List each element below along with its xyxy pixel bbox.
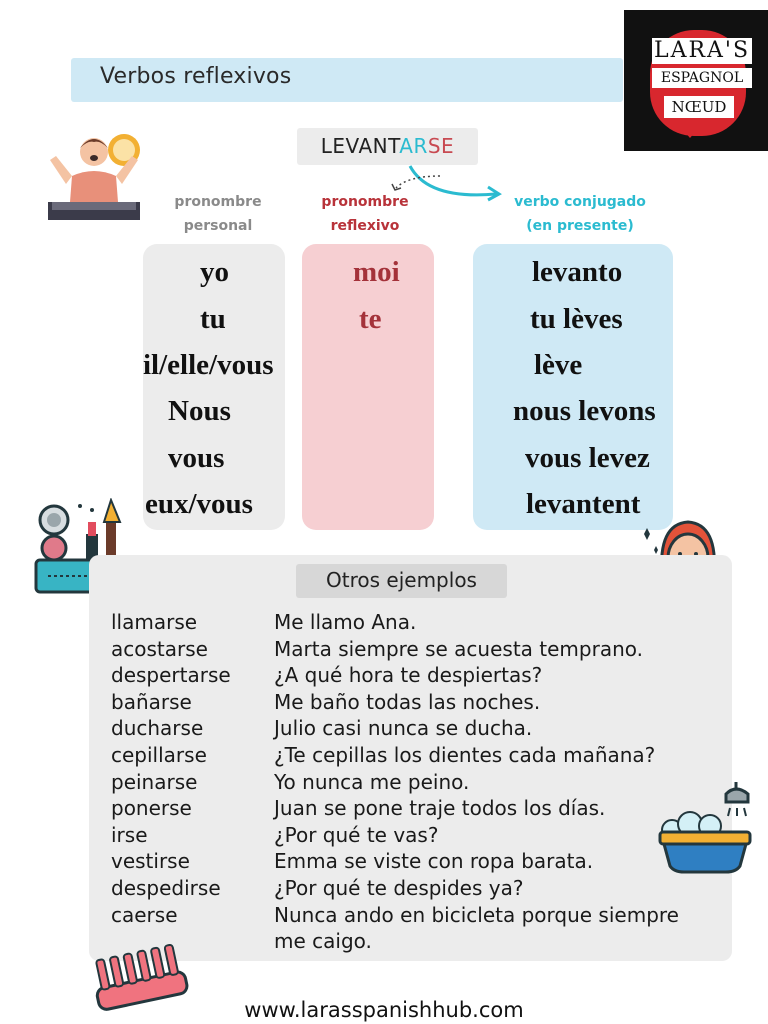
conjugated-cell: nous levons xyxy=(513,395,656,427)
example-verb: acostarse xyxy=(111,637,208,661)
example-sentence: Julio casi nunca se ducha. xyxy=(274,716,533,740)
pronoun-cell: eux/vous xyxy=(145,488,253,520)
verb-stem: LEVANT xyxy=(320,134,400,158)
logo-text-line2: ESPAGNOL xyxy=(652,68,752,88)
conjugated-cell: tu lèves xyxy=(530,303,623,335)
example-verb: vestirse xyxy=(111,849,190,873)
pronoun-cell: vous xyxy=(168,442,225,474)
example-verb: irse xyxy=(111,823,148,847)
conjugated-cell: levanto xyxy=(532,256,623,288)
example-sentence: Me llamo Ana. xyxy=(274,610,417,634)
pronoun-cell: il/elle/vous xyxy=(143,349,274,381)
verb-ending-se: SE xyxy=(427,134,455,158)
conjugated-cell: lève xyxy=(534,349,583,381)
example-verb: despertarse xyxy=(111,663,231,687)
waking-person-icon xyxy=(44,128,144,224)
conjugated-cell: levantent xyxy=(526,488,641,520)
logo-text-line3: NŒUD xyxy=(664,96,734,118)
example-sentence: Me baño todas las noches. xyxy=(274,690,541,714)
header-reflexive-pronoun xyxy=(305,190,425,238)
example-sentence: Nunca ando en bicicleta porque siempre xyxy=(274,903,679,927)
conjugated-cell: vous levez xyxy=(525,442,650,474)
example-verb: peinarse xyxy=(111,770,198,794)
page-title: Verbos reflexivos xyxy=(100,64,292,89)
header-personal-pronoun xyxy=(158,190,278,238)
example-sentence: ¿A qué hora te despiertas? xyxy=(274,663,543,687)
example-sentence: ¿Por qué te despides ya? xyxy=(274,876,524,900)
header-personal-line2: personal xyxy=(183,218,253,234)
logo-bubble-tail xyxy=(678,124,702,138)
example-sentence-continuation: me caigo. xyxy=(274,929,372,953)
verb-infinitive xyxy=(297,134,478,158)
header-reflexive-line2: reflexivo xyxy=(330,218,400,234)
example-sentence: Marta siempre se acuesta temprano. xyxy=(274,637,644,661)
header-conjugated-line1: verbo conjugado xyxy=(514,194,646,210)
example-sentence: ¿Te cepillas los dientes cada mañana? xyxy=(274,743,656,767)
example-sentence: ¿Por qué te vas? xyxy=(274,823,439,847)
example-verb: caerse xyxy=(111,903,178,927)
pronoun-cell: Nous xyxy=(168,395,231,427)
footer-website[interactable]: www.larasspanishhub.com xyxy=(244,998,524,1022)
verb-ending-ar: AR xyxy=(399,134,428,158)
reflexive-cell: moi xyxy=(353,256,400,288)
example-verb: ponerse xyxy=(111,796,192,820)
pronoun-cell: tu xyxy=(200,303,226,335)
example-verb: ducharse xyxy=(111,716,204,740)
example-verb: bañarse xyxy=(111,690,192,714)
header-personal-line1: pronombre xyxy=(174,194,262,210)
header-reflexive-line1: pronombre xyxy=(321,194,409,210)
examples-title: Otros ejemplos xyxy=(326,568,477,592)
reflexive-cell: te xyxy=(359,303,382,335)
header-conjugated-line2: (en presente) xyxy=(526,218,634,234)
header-conjugated-verb xyxy=(500,190,660,238)
pronoun-cell: yo xyxy=(200,256,229,288)
example-verb: cepillarse xyxy=(111,743,207,767)
example-verb: llamarse xyxy=(111,610,198,634)
example-sentence: Juan se pone traje todos los días. xyxy=(274,796,606,820)
example-sentence: Yo nunca me peino. xyxy=(274,770,470,794)
logo-text-line1: LARA'S xyxy=(653,38,751,63)
bathtub-icon xyxy=(656,776,758,876)
example-sentence: Emma se viste con ropa barata. xyxy=(274,849,594,873)
example-verb: despedirse xyxy=(111,876,221,900)
